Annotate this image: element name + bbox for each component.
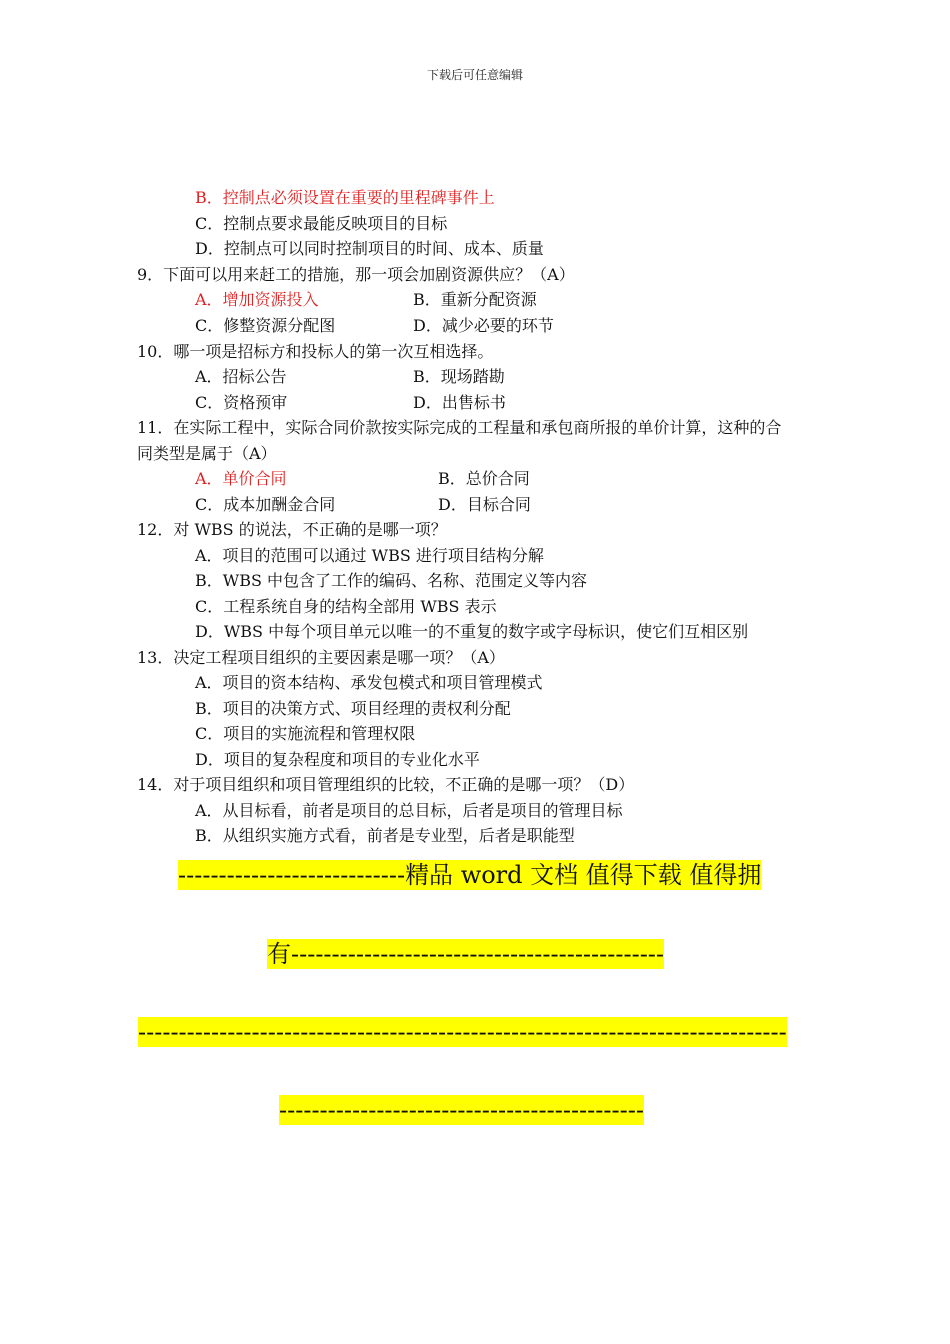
option-line: D．出售标书 — [413, 393, 506, 412]
promo-banner-line-2: 有---------------------------------------------- — [267, 940, 665, 968]
option-line: D．项目的复杂程度和项目的专业化水平 — [195, 750, 480, 769]
promo-banner-line-1: ----------------------------精品 word 文档 值得下载 值得拥 — [178, 861, 762, 889]
option-line: A．项目的范围可以通过 WBS 进行项目结构分解 — [195, 546, 544, 565]
option-line: C．工程系统自身的结构全部用 WBS 表示 — [195, 597, 497, 616]
option-line: B．重新分配资源 — [413, 290, 537, 309]
option-line: B．现场踏勘 — [413, 367, 505, 386]
question-14: 14．对于项目组织和项目管理组织的比较，不正确的是哪一项？（D） — [137, 775, 635, 794]
option-line: B．WBS 中包含了工作的编码、名称、范围定义等内容 — [195, 571, 588, 590]
option-line: C．资格预审 — [195, 393, 288, 412]
option-line: B．控制点必须设置在重要的里程碑事件上 — [195, 188, 495, 207]
option-line: B．从组织实施方式看，前者是专业型，后者是职能型 — [195, 826, 575, 845]
option-line: A．增加资源投入 — [195, 290, 319, 309]
option-line: C．控制点要求最能反映项目的目标 — [195, 214, 448, 233]
option-line: D．WBS 中每个项目单元以唯一的不重复的数字或字母标识，使它们互相区别 — [195, 622, 749, 641]
question-9: 9．下面可以用来赶工的措施，那一项会加剧资源供应？（A） — [137, 265, 575, 284]
option-line: D．控制点可以同时控制项目的时间、成本、质量 — [195, 239, 544, 258]
option-line: C．修整资源分配图 — [195, 316, 336, 335]
option-line: C．项目的实施流程和管理权限 — [195, 724, 416, 743]
option-line: A．招标公告 — [195, 367, 287, 386]
question-11-cont: 同类型是属于（A） — [137, 444, 277, 463]
option-line: A．项目的资本结构、承发包模式和项目管理模式 — [195, 673, 543, 692]
option-line: B．项目的决策方式、项目经理的责权利分配 — [195, 699, 511, 718]
promo-banner-line-3: -------------------------------------------------------------------------------- — [138, 1018, 787, 1046]
question-13: 13．决定工程项目组织的主要因素是哪一项？（A） — [137, 648, 505, 667]
question-11: 11．在实际工程中，实际合同价款按实际完成的工程量和承包商所报的单价计算，这种的合 — [137, 418, 782, 437]
promo-banner-line-4: --------------------------------------------- — [279, 1096, 644, 1124]
option-line: D．目标合同 — [438, 495, 531, 514]
question-12: 12．对 WBS 的说法，不正确的是哪一项？ — [137, 520, 447, 539]
option-line: D．减少必要的环节 — [413, 316, 554, 335]
option-line: B．总价合同 — [438, 469, 530, 488]
option-line: C．成本加酬金合同 — [195, 495, 336, 514]
question-10: 10．哪一项是招标方和投标人的第一次互相选择。 — [137, 342, 494, 361]
option-line: A．从目标看，前者是项目的总目标，后者是项目的管理目标 — [195, 801, 623, 820]
page-header: 下载后可任意编辑 — [426, 68, 523, 82]
option-line: A．单价合同 — [195, 469, 287, 488]
